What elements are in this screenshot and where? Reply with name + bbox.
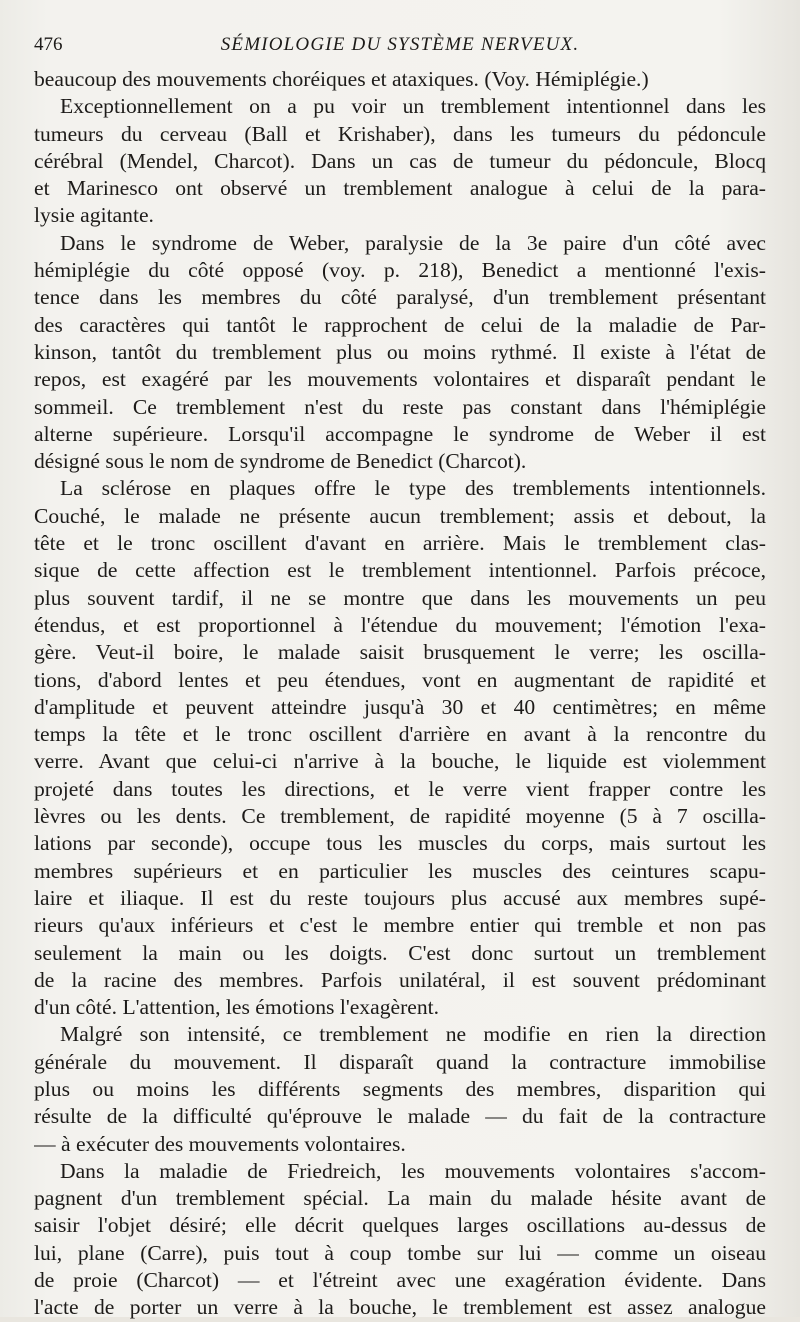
body-text (34, 66, 766, 1322)
text-line: des caractères qui tantôt le rapprochent de celui de la maladie de Par- (34, 312, 766, 337)
paragraph (34, 1021, 766, 1157)
text-line: sommeil. Ce tremblement n'est du reste pas constant dans l'hémiplégie (34, 394, 766, 419)
text-line: lèvres ou les dents. Ce tremblement, de rapidité moyenne (5 à 7 oscilla- (34, 804, 766, 829)
text-line: seulement la main ou les doigts. C'est donc surtout un tremblement (34, 940, 766, 965)
text-line: l'acte de porter un verre à la bouche, le tremblement est assez analogue (34, 1295, 766, 1320)
text-line: repos, est exagéré par les mouvements volontaires et disparaît pendant le (34, 367, 766, 392)
text-line: d'un côté. L'attention, les émotions l'exagèrent. (34, 995, 440, 1020)
text-line: tions, d'abord lentes et peu étendues, vont en augmentant de rapidité et (34, 667, 766, 692)
text-line: Dans le syndrome de Weber, paralysie de la 3e paire d'un côté avec (60, 230, 766, 255)
text-line: et Marinesco ont observé un tremblement analogue à celui de la para- (34, 176, 766, 201)
text-line: gère. Veut-il boire, le malade saisit brusquement le verre; les oscilla- (34, 640, 766, 665)
paragraph (34, 66, 766, 93)
text-line: kinson, tantôt du tremblement plus ou moins rythmé. Il existe à l'état de (34, 339, 766, 364)
text-line: saisir l'objet désiré; elle décrit quelques larges oscillations au-dessus de (34, 1213, 766, 1238)
text-line: lui, plane (Carre), puis tout à coup tombe sur lui — comme un oiseau (34, 1240, 766, 1265)
text-line: rieurs qu'aux inférieurs et c'est le membre entier qui tremble et non pas (34, 913, 766, 938)
text-line: temps la tête et le tronc oscillent d'arrière en avant à la rencontre du (34, 722, 766, 747)
text-line: plus souvent tardif, il ne se montre que dans les mouvements un peu (34, 585, 766, 610)
text-line: Dans la maladie de Friedreich, les mouvements volontaires s'accom- (60, 1158, 766, 1183)
paragraph (34, 1158, 766, 1322)
text-line: sique de cette affection est le tremblement intentionnel. Parfois précoce, (34, 558, 766, 583)
text-line: tumeurs du cerveau (Ball et Krishaber), dans les tumeurs du pédoncule (34, 121, 766, 146)
text-line: cérébral (Mendel, Charcot). Dans un cas de tumeur du pédoncule, Blocq (34, 148, 766, 173)
text-line: lations par seconde), occupe tous les muscles du corps, mais surtout les (34, 831, 766, 856)
text-line: désigné sous le nom de syndrome de Benedict (Charcot). (34, 449, 527, 474)
text-line: alterne supérieure. Lorsqu'il accompagne le syndrome de Weber il est (34, 421, 766, 446)
text-line: laire et iliaque. Il est du reste toujours plus accusé aux membres supé- (34, 885, 766, 910)
text-line: Couché, le malade ne présente aucun tremblement; assis et debout, la (34, 503, 766, 528)
text-line: de la racine des membres. Parfois unilatéral, il est souvent prédominant (34, 967, 766, 992)
text-line: projeté dans toutes les directions, et le verre vient frapper contre les (34, 776, 766, 801)
page-number: 476 (34, 34, 63, 55)
text-line: beaucoup des mouvements choréiques et ataxiques. (Voy. Hémiplégie.) (34, 67, 649, 91)
text-line: étendus, et est proportionnel à l'étendue du mouvement; l'émotion l'exa- (34, 612, 766, 637)
page-header (34, 26, 766, 66)
text-line: de proie (Charcot) — et l'étreint avec une exagération évidente. Dans (34, 1268, 766, 1293)
text-line: verre. Avant que celui-ci n'arrive à la bouche, le liquide est violemment (34, 749, 766, 774)
text-line: plus ou moins les différents segments des membres, disparition qui (34, 1076, 766, 1101)
text-line: tête et le tronc oscillent d'avant en arrière. Mais le tremblement clas- (34, 531, 766, 556)
text-line: La sclérose en plaques offre le type des tremblements intentionnels. (60, 476, 766, 501)
text-line: tence dans les membres du côté paralysé, d'un tremblement présentant (34, 285, 766, 310)
text-line: résulte de la difficulté qu'éprouve le malade — du fait de la contracture (34, 1104, 766, 1129)
text-line: lysie agitante. (34, 203, 154, 228)
text-line: hémiplégie du côté opposé (voy. p. 218), Benedict a mentionné l'exis- (34, 258, 766, 283)
text-line: d'amplitude et peuvent atteindre jusqu'à 30 et 40 centimètres; en même (34, 694, 766, 719)
text-line: — à exécuter des mouvements volontaires. (34, 1131, 406, 1156)
text-line: générale du mouvement. Il disparaît quand la contracture immobilise (34, 1049, 766, 1074)
running-title: SÉMIOLOGIE DU SYSTÈME NERVEUX. (220, 34, 580, 55)
paragraph (34, 475, 766, 1021)
text-line: pagnent d'un tremblement spécial. La main du malade hésite avant de (34, 1186, 766, 1211)
text-line: Exceptionnellement on a pu voir un tremblement intentionnel dans les (60, 94, 766, 119)
paragraph (34, 230, 766, 476)
text-line: Malgré son intensité, ce tremblement ne modifie en rien la direction (60, 1022, 766, 1047)
paragraph (34, 93, 766, 229)
text-line: membres supérieurs et en particulier les muscles des ceintures scapu- (34, 858, 766, 883)
